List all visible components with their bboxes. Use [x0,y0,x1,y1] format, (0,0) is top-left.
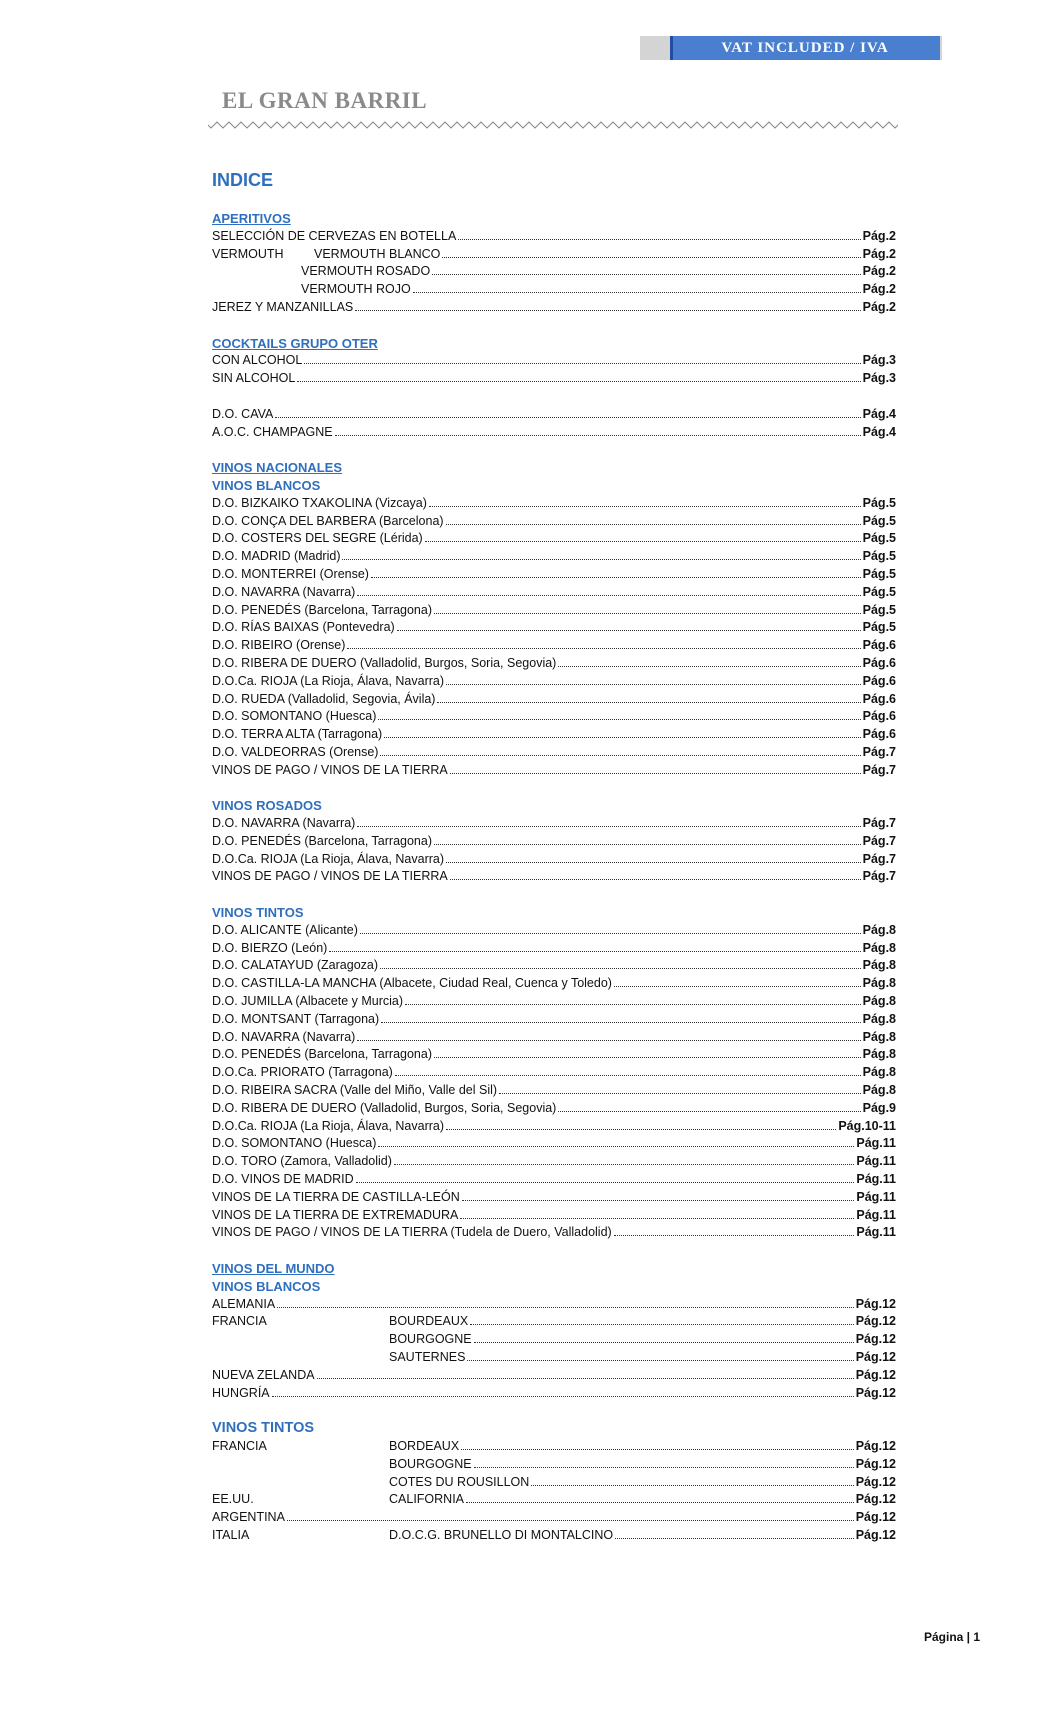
toc-entry-label: D.O. MADRID (Madrid) [212,548,342,566]
toc-entry-label: BOURGOGNE [389,1331,474,1349]
toc-spacer [212,388,896,406]
dot-leader [474,1342,854,1343]
dot-leader [275,417,860,418]
toc-entry-page: Pág.2 [862,264,896,279]
decorative-wave-divider [208,121,898,129]
toc-entry-page: Pág.11 [856,1154,896,1169]
toc-entry[interactable] [212,708,896,726]
toc-entry[interactable] [212,1385,896,1403]
dot-leader [413,292,861,293]
toc-entry-page: Pág.7 [862,851,896,866]
toc-entry-page: Pág.11 [856,1225,896,1240]
dot-leader [461,1449,854,1450]
toc-section-heading: VINOS TINTOS [212,1420,315,1437]
toc-entry-label: D.O. COSTERS DEL SEGRE (Lérida) [212,530,425,548]
dot-leader [395,1075,861,1076]
toc-entry[interactable] [212,1491,896,1509]
toc-entry-page: Pág.6 [862,691,896,706]
dot-leader [355,310,860,311]
toc-entry[interactable] [212,584,896,602]
toc-entry-page: Pág.12 [855,1350,896,1364]
toc-entry-page: Pág.8 [862,994,896,1009]
toc-section-heading[interactable]: COCKTAILS GRUPO OTER [212,335,378,351]
dot-leader [329,951,860,952]
toc-entry[interactable] [212,602,896,620]
toc-entry-page: Pág.5 [862,602,896,617]
dot-leader [378,719,860,720]
toc-spacer [212,1242,896,1260]
toc-entry[interactable] [212,281,896,299]
toc-entry[interactable] [212,922,896,940]
toc-entry-label: COTES DU ROUSILLON [389,1474,531,1492]
toc-entry-group-label: EE.UU. [212,1492,254,1507]
toc-entry[interactable] [212,513,896,531]
dot-leader [442,257,860,258]
toc-entry-page: Pág.8 [862,940,896,955]
toc-entry-page: Pág.12 [855,1385,896,1400]
toc-entry[interactable] [212,1438,896,1456]
dot-leader [450,879,861,880]
toc-entry-page: Pág.12 [855,1456,896,1471]
toc-entry[interactable] [212,940,896,958]
dot-leader [450,773,861,774]
toc-entry[interactable] [212,1029,896,1047]
toc-section-heading: VINOS TINTOS [212,905,304,921]
toc-entry-label: VINOS DE PAGO / VINOS DE LA TIERRA (Tudela de Duero, Valladolid) [212,1224,614,1242]
toc-entry[interactable] [212,691,896,709]
dot-leader [335,435,861,436]
toc-entry-page: Pág.2 [862,299,896,314]
toc-entry-page: Pág.11 [856,1189,896,1204]
toc-entry-page: Pág.7 [862,816,896,831]
toc-entry[interactable] [212,352,896,370]
toc-entry-label: D.O. RIBEIRO (Orense) [212,637,347,655]
toc-entry[interactable] [212,1367,896,1385]
toc-entry-label: D.O. CASTILLA-LA MANCHA (Albacete, Ciudad Real, Cuenca y Toledo) [212,975,614,993]
toc-entry[interactable] [212,1296,896,1314]
toc-entry-label: D.O.Ca. PRIORATO (Tarragona) [212,1064,395,1082]
dot-leader [287,1520,854,1521]
toc-entry-page: Pág.7 [862,744,896,759]
dot-leader [615,1538,854,1539]
dot-leader [380,968,861,969]
dot-leader [272,1396,854,1397]
toc-entry[interactable] [212,1456,896,1474]
dot-leader [371,577,861,578]
toc-entry-label: D.O. RÍAS BAIXAS (Pontevedra) [212,619,397,637]
toc-entry[interactable] [212,1153,896,1171]
toc-entry-page: Pág.8 [862,1011,896,1026]
toc-entry-label: D.O. MONTERREI (Orense) [212,566,371,584]
toc-entry-page: Pág.5 [862,566,896,581]
toc-entry[interactable] [212,975,896,993]
toc-entry-page: Pág.12 [855,1510,896,1525]
dot-leader [356,1182,855,1183]
page-number: Página | 1 [924,1630,981,1644]
toc-entry-page: Pág.11 [856,1136,896,1151]
dot-leader [558,1111,860,1112]
dot-leader [437,702,860,703]
toc-entry-label: ARGENTINA [212,1509,287,1527]
toc-entry[interactable] [212,1509,896,1527]
toc-entry[interactable] [212,1313,896,1331]
toc-entry[interactable] [212,1135,896,1153]
toc-entry[interactable] [212,1118,896,1136]
toc-entry-label: D.O. SOMONTANO (Huesca) [212,1135,378,1153]
toc-entry-label: D.O.Ca. RIOJA (La Rioja, Álava, Navarra) [212,851,446,869]
toc-entry-page: Pág.12 [855,1296,896,1311]
toc-entry-label: D.O. CONÇA DEL BARBERA (Barcelona) [212,513,446,531]
toc-entry[interactable] [212,726,896,744]
toc-entry-label: SIN ALCOHOL [212,370,297,388]
toc-entry[interactable] [212,1011,896,1029]
toc-entry[interactable] [212,228,896,246]
toc-entry[interactable] [212,1046,896,1064]
toc-entry-page: Pág.2 [862,228,896,243]
dot-leader [558,666,860,667]
toc-entry-label: VERMOUTH ROJO [301,281,413,299]
dot-leader [397,630,861,631]
toc-title: INDICE [212,170,274,190]
toc-entry-page: Pág.5 [862,513,896,528]
dot-leader [277,1307,853,1308]
toc-entry-label: SELECCIÓN DE CERVEZAS EN BOTELLA [212,228,458,246]
table-of-contents [212,210,896,1545]
toc-entry-label: D.O.C.G. BRUNELLO DI MONTALCINO [389,1527,615,1545]
toc-entry-label: D.O. NAVARRA (Navarra) [212,815,357,833]
dot-leader [446,684,861,685]
toc-entry-page: Pág.3 [862,371,896,386]
toc-entry-label: BOURGOGNE [389,1456,474,1474]
toc-entry-label: D.O. JUMILLA (Albacete y Murcia) [212,993,405,1011]
dot-leader [458,239,860,240]
toc-entry-label: VINOS DE LA TIERRA DE CASTILLA-LEÓN [212,1189,462,1207]
toc-entry-label: NUEVA ZELANDA [212,1367,317,1385]
dot-leader [357,826,860,827]
toc-entry-label: CALIFORNIA [389,1491,466,1509]
toc-entry[interactable] [212,1082,896,1100]
toc-entry-label: BORDEAUX [389,1438,461,1456]
toc-entry-group-label: VERMOUTH [212,246,284,261]
toc-entry-page: Pág.12 [855,1527,896,1542]
toc-entry-page: Pág.5 [862,620,896,635]
dot-leader [474,1467,854,1468]
toc-entry-page: Pág.12 [855,1492,896,1507]
toc-entry-page: Pág.8 [862,958,896,973]
toc-entry-page: Pág.6 [862,709,896,724]
brand-title: EL GRAN BARRIL [222,88,428,113]
toc-entry[interactable] [212,851,896,869]
toc-entry[interactable] [212,673,896,691]
toc-entry-page: Pág.7 [862,833,896,848]
dot-leader [380,755,860,756]
toc-entry[interactable] [212,957,896,975]
dot-leader [531,1485,853,1486]
toc-spacer [212,780,896,798]
toc-entry-page: Pág.9 [862,1100,896,1115]
toc-entry-page: Pág.10-11 [838,1118,896,1133]
toc-entry-page: Pág.7 [862,869,896,884]
dot-leader [432,274,860,275]
toc-entry-page: Pág.6 [862,673,896,688]
toc-entry-label: D.O. BIERZO (León) [212,940,329,958]
toc-spacer [212,1402,896,1420]
toc-entry[interactable] [212,744,896,762]
toc-section-heading[interactable]: VINOS NACIONALES [212,460,343,476]
toc-entry-label: D.O. RIBERA DE DUERO (Valladolid, Burgos, Soria, Segovia) [212,1100,558,1118]
toc-entry[interactable] [212,1207,896,1225]
toc-entry[interactable] [212,762,896,780]
toc-section-heading: VINOS ROSADOS [212,798,322,814]
toc-entry-label: D.O. NAVARRA (Navarra) [212,1029,357,1047]
toc-entry-page: Pág.7 [862,762,896,777]
toc-entry[interactable] [212,1189,896,1207]
dot-leader [297,381,860,382]
dot-leader [357,1040,860,1041]
dot-leader [405,1004,861,1005]
toc-entry-label: SAUTERNES [389,1349,467,1367]
toc-entry-page: Pág.5 [862,584,896,599]
toc-entry-page: Pág.5 [862,549,896,564]
toc-entry-label: D.O. VALDEORRAS (Orense) [212,744,380,762]
toc-entry-group-label: FRANCIA [212,1314,267,1329]
toc-entry-group-label: FRANCIA [212,1438,267,1453]
toc-entry[interactable] [212,655,896,673]
toc-entry[interactable] [212,548,896,566]
toc-entry-label: D.O.Ca. RIOJA (La Rioja, Álava, Navarra) [212,1118,446,1136]
toc-section-heading: VINOS BLANCOS [212,1278,321,1294]
toc-entry-label: D.O. PENEDÉS (Barcelona, Tarragona) [212,1046,434,1064]
toc-entry[interactable] [212,1224,896,1242]
toc-entry[interactable] [212,1349,896,1367]
toc-entry-page: Pág.8 [862,1065,896,1080]
toc-entry-label: D.O. TERRA ALTA (Tarragona) [212,726,384,744]
toc-entry-label: D.O. TORO (Zamora, Valladolid) [212,1153,394,1171]
toc-entry-label: D.O. SOMONTANO (Huesca) [212,708,378,726]
toc-entry-label: ALEMANIA [212,1296,277,1314]
dot-leader [499,1093,861,1094]
toc-entry-label: D.O. PENEDÉS (Barcelona, Tarragona) [212,602,434,620]
toc-entry-label: D.O. CALATAYUD (Zaragoza) [212,957,380,975]
vat-included-label: VAT INCLUDED / IVA [721,40,889,56]
dot-leader [378,1146,854,1147]
dot-leader [425,541,861,542]
toc-entry-group-label: ITALIA [212,1527,250,1542]
toc-entry[interactable] [212,406,896,424]
toc-entry-label: D.O. RIBERA DE DUERO (Valladolid, Burgos, Soria, Segovia) [212,655,558,673]
toc-entry-page: Pág.4 [862,424,896,439]
toc-entry-label: A.O.C. CHAMPAGNE [212,424,335,442]
toc-entry[interactable] [212,530,896,548]
dot-leader [446,1129,836,1130]
toc-entry-label: JEREZ Y MANZANILLAS [212,299,355,317]
toc-entry-page: Pág.12 [855,1438,896,1453]
dot-leader [614,1235,855,1236]
toc-entry-label: VINOS DE LA TIERRA DE EXTREMADURA [212,1207,460,1225]
toc-spacer [212,441,896,459]
toc-entry-page: Pág.11 [856,1207,896,1222]
toc-entry-page: Pág.12 [855,1314,896,1329]
toc-entry-page: Pág.8 [862,922,896,937]
toc-entry-label: D.O. CAVA [212,406,275,424]
dot-leader [446,862,861,863]
toc-entry[interactable] [212,1100,896,1118]
toc-entry-label: D.O. VINOS DE MADRID [212,1171,356,1189]
toc-entry[interactable] [212,424,896,442]
toc-entry[interactable] [212,1527,896,1545]
toc-section-heading[interactable]: APERITIVOS [212,211,291,226]
toc-entry-label: D.O. NAVARRA (Navarra) [212,584,357,602]
toc-entry[interactable] [212,495,896,513]
dot-leader [381,1022,860,1023]
toc-entry-page: Pág.6 [862,638,896,653]
toc-entry[interactable] [212,1064,896,1082]
toc-entry-page: Pág.5 [862,531,896,546]
toc-entry-label: D.O. MONTSANT (Tarragona) [212,1011,381,1029]
dot-leader [466,1502,854,1503]
dot-leader [347,648,860,649]
toc-entry[interactable] [212,619,896,637]
dot-leader [304,363,860,364]
toc-entry-label: D.O. ALICANTE (Alicante) [212,922,360,940]
toc-entry[interactable] [212,637,896,655]
toc-entry-label: CON ALCOHOL [212,352,304,370]
dot-leader [434,613,861,614]
toc-entry-label: D.O. BIZKAIKO TXAKOLINA (Vizcaya) [212,495,429,513]
toc-entry-page: Pág.3 [862,353,896,368]
dot-leader [429,506,861,507]
toc-entry-label: D.O. PENEDÉS (Barcelona, Tarragona) [212,833,434,851]
dot-leader [434,1057,861,1058]
toc-entry-page: Pág.8 [862,976,896,991]
toc-entry-page: Pág.8 [862,1083,896,1098]
toc-entry-page: Pág.11 [856,1172,896,1187]
dot-leader [434,844,861,845]
toc-entry-page: Pág.8 [862,1047,896,1062]
toc-entry-label: D.O. RIBEIRA SACRA (Valle del Miño, Valle del Sil) [212,1082,499,1100]
toc-entry-page: Pág.12 [855,1332,896,1347]
toc-entry-page: Pág.12 [855,1367,896,1382]
dot-leader [342,559,860,560]
toc-entry-label: VINOS DE PAGO / VINOS DE LA TIERRA [212,868,450,886]
toc-entry[interactable] [212,263,896,281]
toc-spacer [212,886,896,904]
dot-leader [317,1378,854,1379]
toc-entry-page: Pág.8 [862,1029,896,1044]
toc-section-heading: VINOS BLANCOS [212,477,321,493]
toc-entry[interactable] [212,1171,896,1189]
dot-leader [394,1164,854,1165]
toc-entry[interactable] [212,1474,896,1492]
toc-entry-label: VINOS DE PAGO / VINOS DE LA TIERRA [212,762,450,780]
toc-entry-page: Pág.6 [862,727,896,742]
toc-entry-label: BOURDEAUX [389,1313,470,1331]
toc-entry-page: Pág.2 [862,246,896,261]
toc-entry[interactable] [212,299,896,317]
toc-entry[interactable] [212,370,896,388]
dot-leader [467,1360,853,1361]
toc-entry-label: VERMOUTH ROSADO [301,263,432,281]
toc-entry[interactable] [212,246,896,264]
toc-entry-page: Pág.6 [862,655,896,670]
toc-entry-page: Pág.2 [862,282,896,297]
dot-leader [360,933,861,934]
toc-entry[interactable] [212,1331,896,1349]
toc-entry[interactable] [212,833,896,851]
toc-entry-label: HUNGRÍA [212,1385,272,1403]
toc-entry[interactable] [212,815,896,833]
toc-entry[interactable] [212,993,896,1011]
toc-entry-label: VERMOUTH BLANCO [314,246,442,264]
dot-leader [384,737,860,738]
dot-leader [470,1324,854,1325]
toc-entry-page: Pág.5 [862,495,896,510]
dot-leader [357,595,860,596]
toc-entry-label: D.O.Ca. RIOJA (La Rioja, Álava, Navarra) [212,673,446,691]
toc-spacer [212,317,896,335]
toc-entry[interactable] [212,566,896,584]
dot-leader [462,1200,855,1201]
toc-section-heading[interactable]: VINOS DEL MUNDO [212,1261,335,1277]
toc-entry[interactable] [212,868,896,886]
toc-entry-page: Pág.12 [855,1474,896,1489]
toc-entry-page: Pág.4 [862,406,896,421]
dot-leader [614,986,861,987]
dot-leader [460,1218,854,1219]
toc-entry-label: D.O. RUEDA (Valladolid, Segovia, Ávila) [212,691,437,709]
dot-leader [446,524,861,525]
